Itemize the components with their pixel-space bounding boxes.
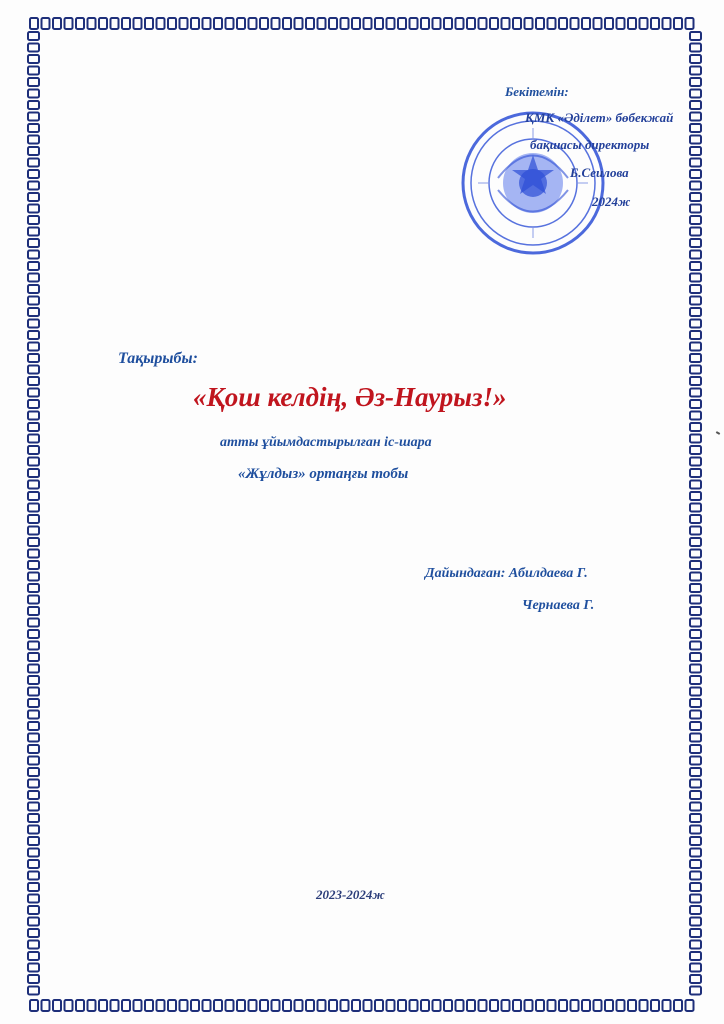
approval-line-2: бақшасы директоры bbox=[530, 137, 650, 152]
approval-line-1: ҚМК «Әділет» бөбекжай bbox=[525, 110, 674, 125]
main-title: «Қош келдің, Әз-Наурыз!» bbox=[193, 382, 507, 412]
event-subtitle: атты ұйымдастырылған іс-шара bbox=[220, 435, 432, 450]
approval-title: Бекітемін: bbox=[505, 84, 569, 99]
prepared-by: Дайындаған: Абилдаева Г. bbox=[425, 566, 588, 581]
official-seal-icon bbox=[458, 108, 608, 258]
prepared-by-second: Чернаева Г. bbox=[522, 598, 595, 613]
topic-label: Тақырыбы: bbox=[118, 350, 198, 367]
group-name: «Жұлдыз» ортаңғы тобы bbox=[238, 466, 409, 482]
year-label: 2023-2024ж bbox=[316, 887, 385, 902]
approval-line-3: Б.Сеилова bbox=[570, 165, 629, 180]
approval-line-4: 2024ж bbox=[592, 194, 631, 209]
